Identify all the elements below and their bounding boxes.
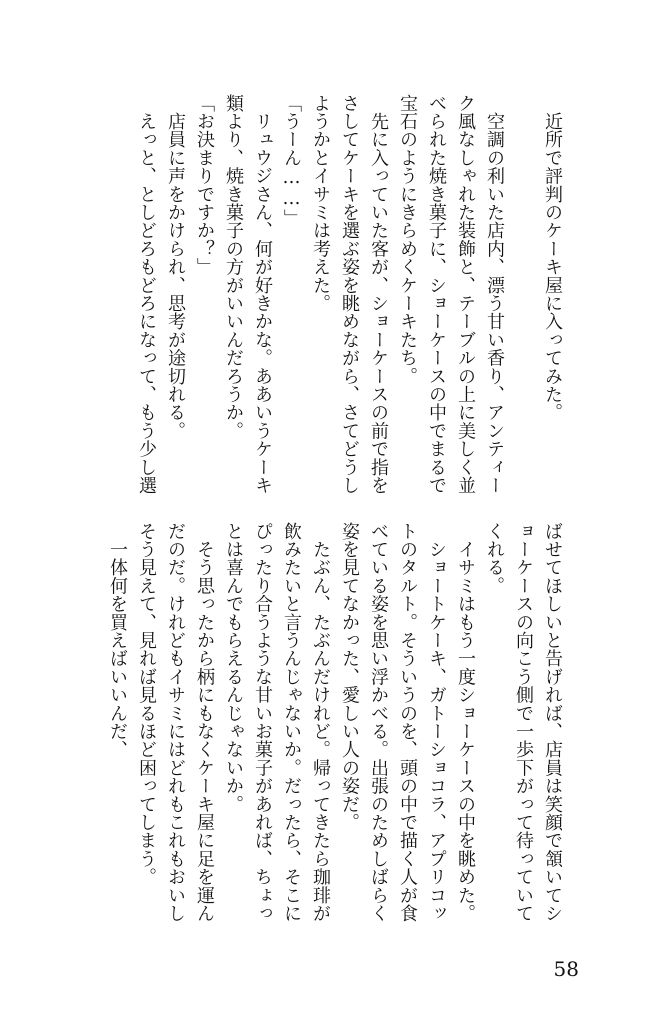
text-line: ショートケーキ、ガトーショコラ、アプリコッ <box>426 522 447 922</box>
text-line: ようかとイサミは考えた。 <box>310 94 331 313</box>
text-line: えっと、としどろもどろになって、もう少し選 <box>136 94 157 494</box>
text-line: 「お決まりですか？」 <box>194 94 215 276</box>
text-line: イサミはもう一度ショーケースの中を眺めた。 <box>455 522 476 922</box>
text-line: 一体何を買えばいいんだ、 <box>107 522 128 759</box>
text-line: ク風なしゃれた装飾と、テーブルの上に美しく並 <box>455 94 476 494</box>
text-line: たぶん、たぶんだけれど。帰ってきたら珈琲が <box>310 522 331 922</box>
text-line: 空調の利いた店内、漂う甘い香り、アンティー <box>484 94 505 494</box>
text-line: そう見えて、見れば見るほど困ってしまう。 <box>136 522 157 886</box>
text-line: べている姿を思い浮かべる。出張のためしばらく <box>368 522 389 922</box>
text-line: 飲みたいと言うんじゃないか。だったら、そこに <box>281 522 302 922</box>
text-line: べられた焼き菓子に、ショーケースの中でまるで <box>426 94 447 494</box>
text-line: 近所で評判のケーキ屋に入ってみた。 <box>542 94 563 422</box>
text-line: ばせてほしいと告げれば、店員は笑顔で頷いてシ <box>542 522 563 922</box>
text-line: さしてケーキを選ぶ姿を眺めながら、さてどうし <box>339 94 360 494</box>
text-line: ョーケースの向こう側で一歩下がって待っていて <box>513 522 534 922</box>
bottom-text-block <box>97 522 567 942</box>
text-line: くれる。 <box>484 522 505 595</box>
blank-line <box>509 94 538 494</box>
text-line: 店員に声をかけられ、思考が途切れる。 <box>165 94 186 440</box>
text-line: 「うーん……」 <box>281 94 302 228</box>
text-line: 宝石のようにきらめくケーキたち。 <box>397 94 418 386</box>
text-line: だのだ。けれどもイサミにはどれもこれもおいし <box>165 522 186 922</box>
top-text-block <box>97 94 567 514</box>
text-line: とは喜んでもらえるんじゃないか。 <box>223 522 244 814</box>
text-line: 姿を見てなかった、愛しい人の姿だ。 <box>339 522 360 832</box>
text-line: そう思ったから柄にもなくケーキ屋に足を運ん <box>194 522 215 922</box>
text-line: 先に入っていた客が、ショーケースの前で指を <box>368 94 389 494</box>
text-line: リュウジさん、何が好きかな。ああいうケーキ <box>252 94 273 494</box>
text-line: トのタルト。そういうのを、頭の中で描く人が食 <box>397 522 418 922</box>
page-number: 58 <box>553 957 579 981</box>
text-line: ぴったり合うような甘いお菓子があれば、ちょっ <box>252 522 273 922</box>
text-line: 類より、焼き菓子の方がいいんだろうか。 <box>223 94 244 440</box>
